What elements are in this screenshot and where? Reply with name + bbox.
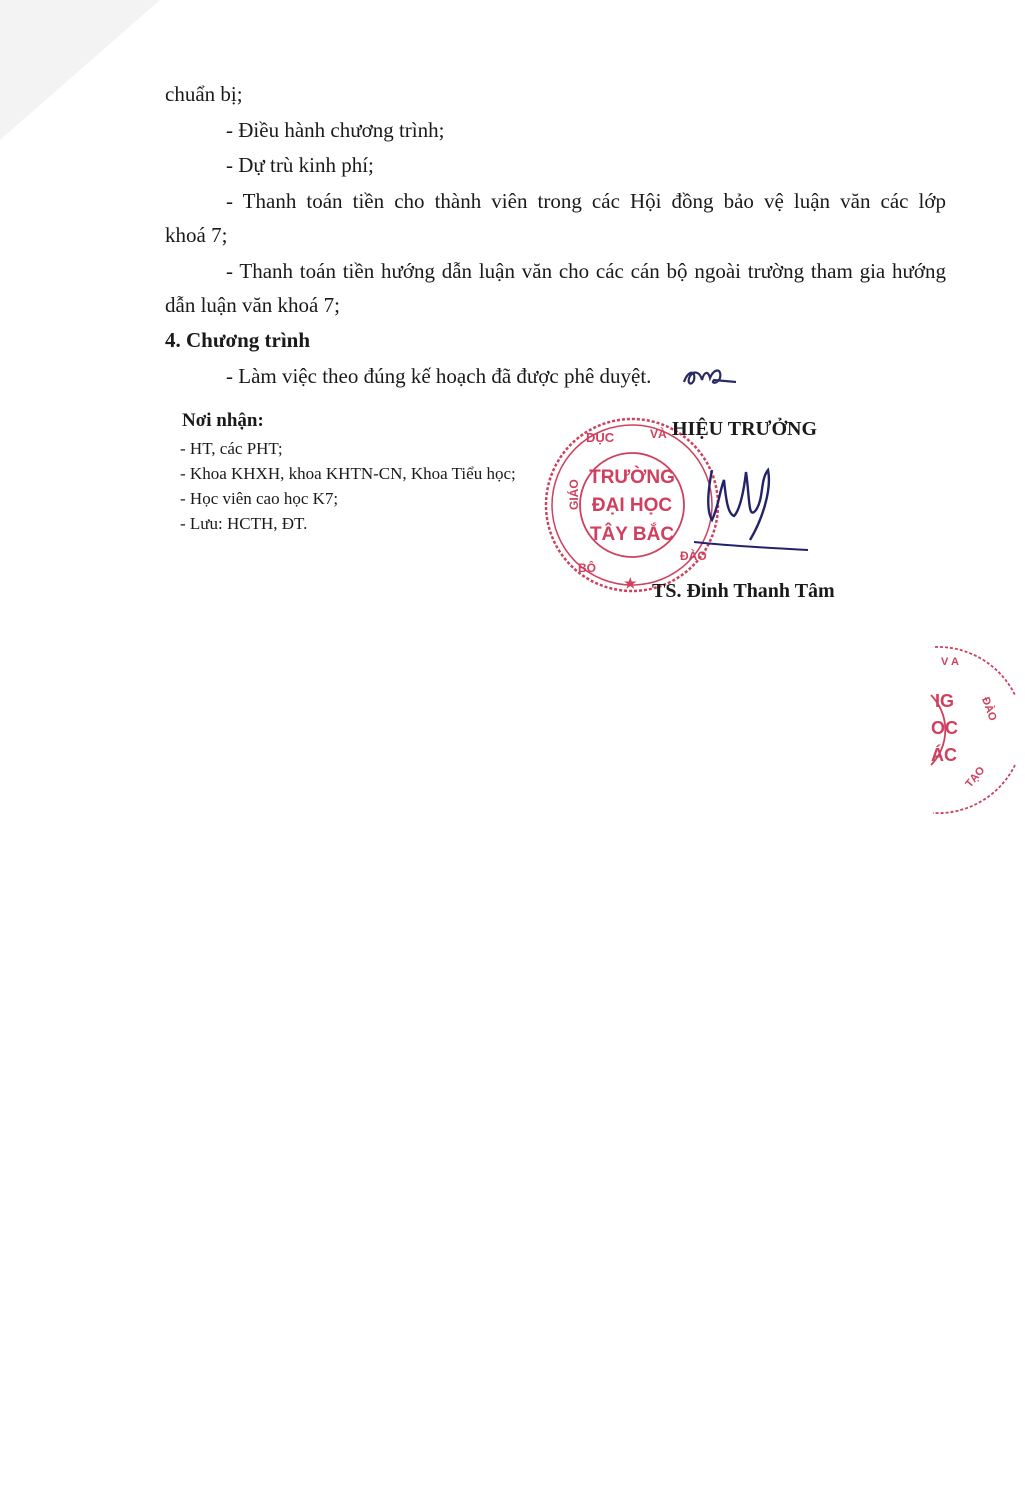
list-item-budget: - Dự trù kinh phí;: [226, 153, 374, 177]
svg-text:OC: OC: [931, 718, 958, 738]
svg-text:IG: IG: [935, 691, 955, 711]
body-line-prepare: chuẩn bị;: [165, 82, 243, 106]
list-item-pay-council: - Thanh toán tiền cho thành viên trong các Hội đồng bảo vệ luận văn các lớp: [226, 189, 946, 213]
page-corner-fold: [0, 0, 160, 140]
svg-text:TÂY BẮC: TÂY BẮC: [589, 524, 675, 545]
svg-text:GIÁO: GIÁO: [567, 479, 581, 510]
approval-initials-mark: [680, 362, 738, 390]
svg-text:V A: V A: [941, 656, 959, 668]
list-item-pay-advisor-cont: dẫn luận văn khoá 7;: [165, 293, 340, 317]
list-item-pay-council-cont: khoá 7;: [165, 223, 228, 247]
svg-text:TRƯỜNG: TRƯỜNG: [589, 467, 675, 488]
signer-name: TS. Đinh Thanh Tâm: [652, 580, 835, 602]
section-heading-program: 4. Chương trình: [165, 328, 311, 352]
svg-text:VÀ: VÀ: [650, 427, 667, 441]
svg-text:ĐẠI HỌC: ĐẠI HỌC: [591, 495, 673, 516]
svg-text:★: ★: [624, 575, 637, 591]
signer-title: HIỆU TRƯỞNG: [672, 418, 818, 440]
partial-seal-margin: [925, 635, 1020, 820]
recipient-item: - Lưu: HCTH, ĐT.: [180, 514, 308, 533]
recipients-heading: Nơi nhận:: [182, 410, 264, 431]
list-item-follow-plan: - Làm việc theo đúng kế hoạch đã được phê duyệt.: [226, 364, 652, 388]
recipient-item: - Học viên cao học K7;: [180, 489, 339, 508]
recipient-item: - Khoa KHXH, khoa KHTN-CN, Khoa Tiểu học;: [180, 464, 516, 483]
svg-text:ĐÀO: ĐÀO: [979, 695, 999, 723]
svg-text:TẠO: TẠO: [963, 764, 988, 791]
list-item-pay-advisor: - Thanh toán tiền hướng dẫn luận văn cho các cán bộ ngoài trường tham gia hướng: [226, 259, 946, 283]
list-item-operate: - Điều hành chương trình;: [226, 118, 445, 142]
recipients-list: [180, 438, 530, 538]
recipient-item: - HT, các PHT;: [180, 439, 283, 458]
handwritten-signature: [690, 450, 810, 560]
svg-text:ÁC: ÁC: [931, 745, 957, 765]
svg-text:ĐÀO: ĐÀO: [680, 549, 707, 563]
svg-text:DỤC: DỤC: [586, 430, 615, 445]
svg-text:BỘ: BỘ: [578, 561, 596, 575]
